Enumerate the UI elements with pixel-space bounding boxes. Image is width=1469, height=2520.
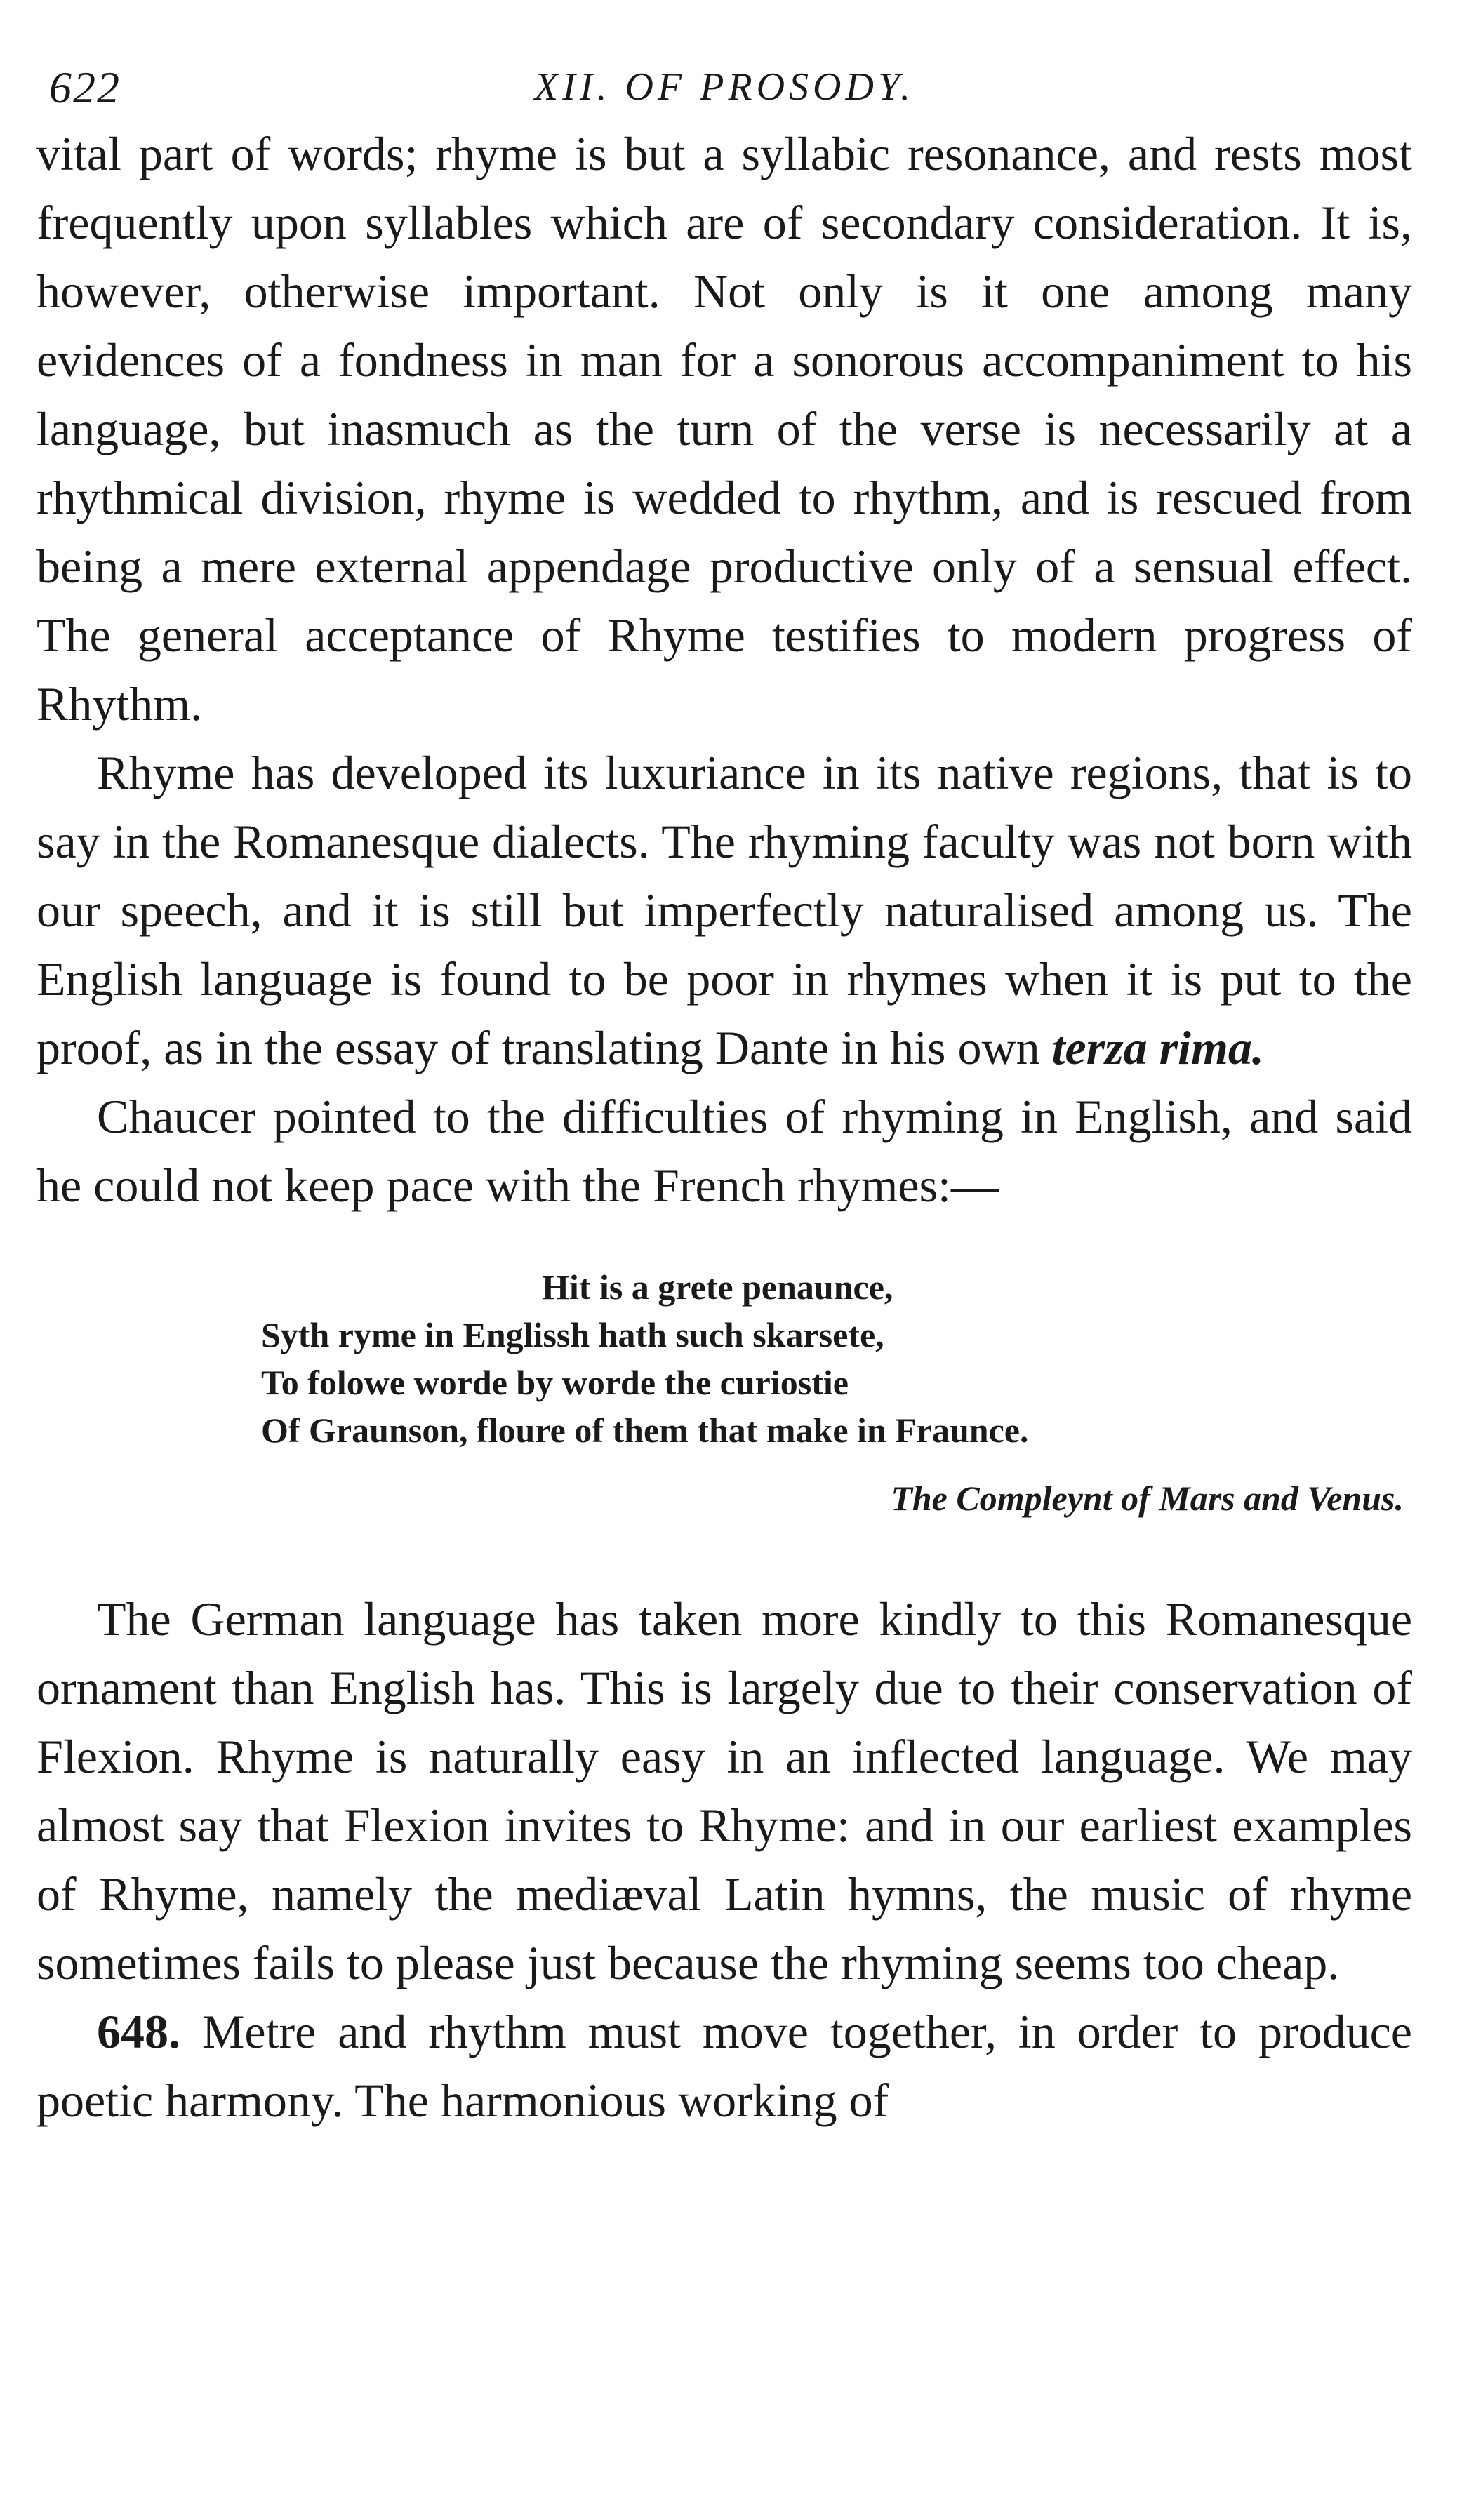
verse-line: Syth ryme in Englissh hath such skarsete, [261,1315,884,1354]
body-text [36,119,1412,2135]
paragraph-648 [36,1997,1412,2135]
verse-line: Of Graunson, floure of them that make in Fraunce. [261,1411,1029,1450]
verse-attribution: The Compleynt of Mars and Venus. [891,1479,1404,1518]
verse-quotation [261,1263,1412,1454]
verse-line: To folowe worde by worde the curiostie [261,1363,849,1402]
page-number: 622 [49,62,121,112]
paragraph-rhyme-luxuriance [36,738,1412,1082]
paragraph-chaucer: Chaucer pointed to the difficulties of rhyming in English, and said he could not keep pace with the French rhymes:— [36,1090,1412,1212]
paragraph-german-language: The German language has taken more kindly to this Romanesque ornament than English has. This is largely due to their conservation of Flexion. Rhyme is naturally easy in an inflected language. We may almost say that Flexion invites to Rhyme: and in our earliest examples of Rhyme, namely the mediæval Latin hymns, the music of rhyme sometimes fails to please just because the rhyming seems too cheap. [36,1592,1412,1989]
page [36,28,1412,2135]
terza-rima-italic: terza rima. [1051,1021,1264,1074]
paragraph-continuation: vital part of words; rhyme is but a syllabic resonance, and rests most frequently upon syllables which are of secondary consideration. It is, however, otherwise important. Not only is it one among many evidences of a fondness in man for a sonorous accompaniment to his language, but inasmuch as the turn of the verse is necessarily at a rhythmical division, rhyme is wedded to rhythm, and is rescued from being a mere external appendage productive only of a sensual effect. The general acceptance of Rhyme testifies to modern progress of Rhythm. [36,127,1412,731]
section-number: 648. [97,2005,180,2058]
running-head: XII. OF PROSODY. [534,65,915,109]
paragraph-648-text: Metre and rhythm must move together, in order to produce poetic harmony. The harmonious working of [36,2005,1412,2127]
page-header [36,28,1412,119]
verse-line: Hit is a grete penaunce, [542,1267,893,1307]
paragraph-rhyme-luxuriance-text: Rhyme has developed its luxuriance in its native regions, that is to say in the Romanesque dialects. The rhyming faculty was not born with our speech, and it is still but imperfectly naturalised among us. The English language is found to be poor in rhymes when it is put to the proof, as in the essay of translating Dante in his own [36,746,1412,1074]
